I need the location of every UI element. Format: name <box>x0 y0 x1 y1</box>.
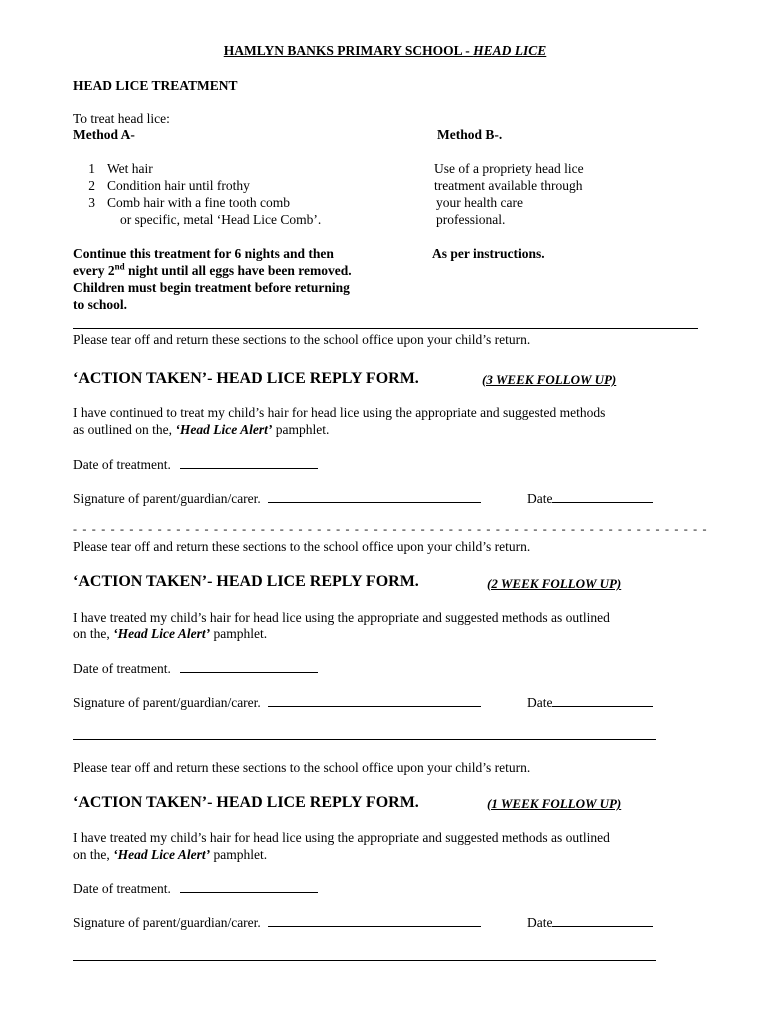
signature-label: Signature of parent/guardian/carer. <box>73 915 261 930</box>
step-number: 3 <box>88 195 95 210</box>
date-field[interactable] <box>552 694 653 707</box>
tear-off-instruction: Please tear off and return these sections to the school office upon your child’s return. <box>73 760 531 775</box>
date2-label: Date <box>527 695 553 710</box>
date-of-treatment-field[interactable] <box>180 456 318 469</box>
date-label: Date of treatment. <box>73 457 171 472</box>
form-3-week-heading: ‘ACTION TAKEN’- HEAD LICE REPLY FORM. <box>73 370 419 387</box>
tear-off-instruction: Please tear off and return these sections to the school office upon your child’s return. <box>73 332 531 347</box>
form-2-week-date2-row <box>527 694 653 711</box>
step-text: Wet hair <box>107 161 153 176</box>
step-number: 1 <box>88 161 95 176</box>
method-b-label: Method B-. <box>437 127 503 142</box>
body-post: pamphlet. <box>210 847 268 862</box>
method-a-step-3-cont: or specific, metal ‘Head Lice Comb’. <box>120 212 322 227</box>
method-a-note-2 <box>73 263 352 279</box>
method-a-note-1: Continue this treatment for 6 nights and then <box>73 246 334 261</box>
signature-field[interactable] <box>268 490 481 503</box>
date-label: Date of treatment. <box>73 661 171 676</box>
form-1-week-body-1: I have treated my child’s hair for head lice using the appropriate and suggested methods as outlined <box>73 830 610 845</box>
form-3-week-followup: (3 WEEK FOLLOW UP) <box>482 372 617 387</box>
form-2-week-body-2 <box>73 626 267 642</box>
pamphlet-name: ‘Head Lice Alert’ <box>175 422 273 437</box>
form-1-week-date2-row <box>527 914 653 931</box>
form-1-week-body-2 <box>73 847 267 863</box>
signature-field[interactable] <box>268 914 481 927</box>
method-a-step-1 <box>73 161 153 177</box>
date-field[interactable] <box>552 914 653 927</box>
method-b-line-3: your health care <box>436 195 523 210</box>
treatment-intro: To treat head lice: <box>73 111 170 126</box>
method-b-line-4: professional. <box>436 212 506 227</box>
form-3-week-body-1: I have continued to treat my child’s hair for head lice using the appropriate and suggested methods <box>73 405 606 420</box>
form-3-week-signature-row <box>73 490 481 507</box>
form-2-week-heading: ‘ACTION TAKEN’- HEAD LICE REPLY FORM. <box>73 573 419 590</box>
method-a-label: Method A- <box>73 127 135 142</box>
date2-label: Date <box>527 915 553 930</box>
step-text: Condition hair until frothy <box>107 178 250 193</box>
title-sub: HEAD LICE <box>473 43 547 58</box>
note-post: night until all eggs have been removed. <box>124 263 352 278</box>
body-post: pamphlet. <box>272 422 330 437</box>
step-text: Comb hair with a fine tooth comb <box>107 195 290 210</box>
form-3-week-body-2 <box>73 422 329 438</box>
form-2-week-body-1: I have treated my child’s hair for head lice using the appropriate and suggested methods as outlined <box>73 610 610 625</box>
method-a-step-3 <box>73 195 290 211</box>
body-post: pamphlet. <box>210 626 268 641</box>
treatment-heading: HEAD LICE TREATMENT <box>73 78 238 93</box>
form-3-week-date-row <box>73 456 318 473</box>
form-2-week-signature-row <box>73 694 481 711</box>
form-1-week-signature-row <box>73 914 481 931</box>
form-3-week-date2-row <box>527 490 653 507</box>
step-number: 2 <box>88 178 95 193</box>
form-1-week-heading: ‘ACTION TAKEN’- HEAD LICE REPLY FORM. <box>73 794 419 811</box>
section-divider <box>73 328 698 329</box>
page-title <box>0 43 770 59</box>
signature-label: Signature of parent/guardian/carer. <box>73 695 261 710</box>
method-b-line-2: treatment available through <box>434 178 583 193</box>
form-1-week-followup: (1 WEEK FOLLOW UP) <box>487 796 622 811</box>
form-1-week-date-row <box>73 880 318 897</box>
note-pre: every 2 <box>73 263 115 278</box>
pamphlet-name: ‘Head Lice Alert’ <box>113 847 211 862</box>
body-pre: on the, <box>73 626 114 641</box>
form-2-week-date-row <box>73 660 318 677</box>
tear-off-line <box>73 739 656 740</box>
note-sup: nd <box>114 261 125 272</box>
title-main: HAMLYN BANKS PRIMARY SCHOOL - <box>223 43 474 58</box>
signature-field[interactable] <box>268 694 481 707</box>
bottom-line <box>73 960 656 961</box>
form-2-week-followup: (2 WEEK FOLLOW UP) <box>487 576 622 591</box>
tear-off-dashed-line: - - - - - - - - - - - - - - - - - - - - - - - - - - - - - - - - - - - - - - - - - - - - - - - - - - - - - - - - - - - - - - - - - - - - <box>73 522 708 536</box>
method-a-step-2 <box>73 178 250 194</box>
pamphlet-name: ‘Head Lice Alert’ <box>113 626 211 641</box>
method-b-note: As per instructions. <box>432 246 545 261</box>
date2-label: Date <box>527 491 553 506</box>
date-of-treatment-field[interactable] <box>180 880 318 893</box>
method-a-note-4: to school. <box>73 297 127 312</box>
signature-label: Signature of parent/guardian/carer. <box>73 491 261 506</box>
date-label: Date of treatment. <box>73 881 171 896</box>
method-b-line-1: Use of a propriety head lice <box>434 161 584 176</box>
date-of-treatment-field[interactable] <box>180 660 318 673</box>
date-field[interactable] <box>552 490 653 503</box>
body-pre: as outlined on the, <box>73 422 176 437</box>
body-pre: on the, <box>73 847 114 862</box>
method-a-note-3: Children must begin treatment before returning <box>73 280 350 295</box>
tear-off-instruction: Please tear off and return these sections to the school office upon your child’s return. <box>73 539 531 554</box>
